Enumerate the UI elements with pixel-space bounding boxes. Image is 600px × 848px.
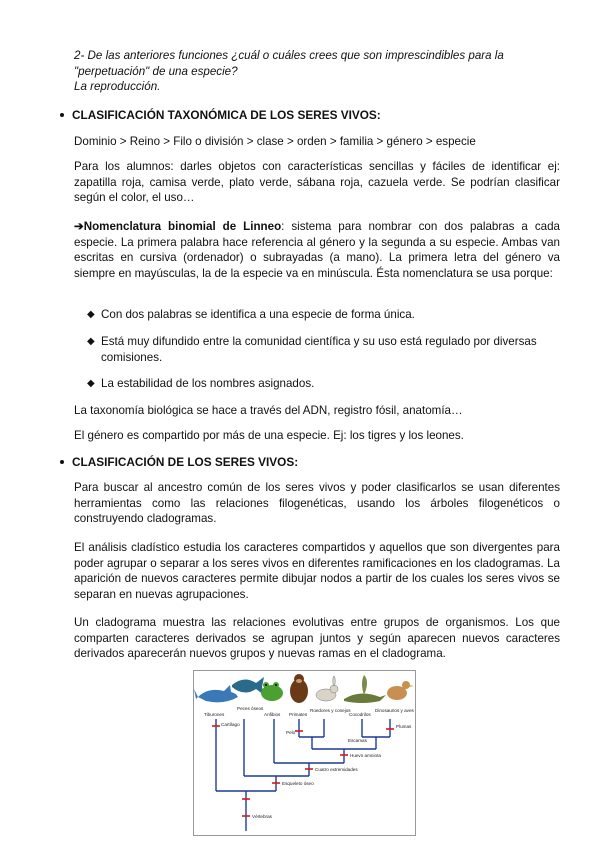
linneo-text: : sistema para nombrar con dos palabras a cada especie. La primera palabra hace referencia al género y la segunda a su especie. Ambas van escritas en cursiva (ordenador) o subrayadas (a mano). La primera letra del género va siempre en mayúsculas, la de la especie va en minúscula. Ésta nomenclatura se usa porque:	[74, 220, 560, 280]
cladogram-diagram	[194, 671, 415, 835]
taxon-label: Anfibios	[264, 712, 281, 717]
answer: La reproducción.	[74, 80, 161, 94]
trait-label: Escamas	[348, 738, 367, 743]
fish-illustration	[232, 677, 264, 695]
question-line-2: "perpetuación" de una especie?	[74, 64, 238, 78]
bullet-icon	[60, 113, 64, 117]
rodent-illustration	[316, 676, 338, 701]
taxon-label: Roedores y conejos	[310, 708, 351, 713]
taxonomy-basis: La taxonomía biológica se hace a través del ADN, registro fósil, anatomía…	[74, 404, 463, 417]
trait-label: Huevo amniota	[350, 753, 381, 758]
primate-illustration	[290, 674, 308, 703]
taxon-label: Peces óseos	[237, 706, 264, 711]
shark-illustration	[194, 685, 238, 702]
taxon-label: Primates	[289, 712, 308, 717]
section-heading-taxonomy	[60, 108, 381, 123]
frog-illustration	[261, 682, 283, 701]
taxon-label: Tiburones	[204, 712, 225, 717]
genus-example: El género es compartido por más de una especie. Ej: los tigres y los leones.	[74, 429, 464, 442]
section-heading-classification	[60, 455, 298, 470]
trait-label: Vértebras	[252, 814, 272, 819]
taxon-label: Cocodrilos	[349, 712, 371, 717]
phylogeny-paragraph: Para buscar al ancestro común de los seres vivos y poder clasificarlos se usan diferentes herramientas como las relaciones filogenéticas, usando los árboles filogenéticos o construyendo cladogramas.	[74, 481, 560, 526]
reason-item: Con dos palabras se identifica a una especie de forma única.	[101, 308, 415, 321]
trait-label: Esqueleto óseo	[282, 781, 314, 786]
diamond-bullet-icon: ◆	[87, 309, 95, 320]
arrow-icon: ➔	[74, 220, 84, 233]
trait-label: Pelo	[286, 730, 296, 735]
trait-label: Cuatro extremidades	[315, 767, 358, 772]
trait-label: Cartílago	[221, 722, 240, 727]
cladogram-figure	[193, 670, 416, 836]
diamond-bullet-icon: ◆	[87, 336, 95, 347]
students-paragraph: Para los alumnos: darles objetos con características sencillas y fáciles de identificar ej: zapatilla roja, camisa verde, plato verde, sábana roja, cazuela verde. Se podrían clasificar según el color, el uso…	[74, 160, 560, 205]
linneo-paragraph	[74, 219, 560, 281]
bird-illustration	[387, 681, 414, 700]
question-line-1: 2- De las anteriores funciones ¿cuál o cuáles crees que son imprescindibles para la	[74, 49, 504, 62]
question-2	[74, 48, 560, 95]
cladogram-paragraph: Un cladograma muestra las relaciones evolutivas entre grupos de organismos. Los que comparten caracteres derivados se agrupan juntos y según aparecen nuevos caracteres derivados aparecerán nuevos grupos y nuevas ramas en el cladograma.	[74, 616, 560, 661]
diamond-bullet-icon: ◆	[87, 378, 95, 389]
heading-text: CLASIFICACIÓN TAXONÓMICA DE LOS SERES VIVOS:	[72, 108, 381, 122]
crocodile-illustration	[344, 675, 386, 703]
cladistic-paragraph: El análisis cladístico estudia los caracteres compartidos y aquellos que son divergentes para poder agrupar o separar a los seres vivos en diferentes ramificaciones en los cladogramas. La aparición de nuevos caracteres permite dibujar nodos a partir de los cuales los seres vivos se separan en nuevas agrupaciones.	[74, 541, 560, 601]
heading-text: CLASIFICACIÓN DE LOS SERES VIVOS:	[72, 455, 299, 469]
reason-item: Está muy difundido entre la comunidad científica y su uso está regulado por diversas comisiones.	[101, 335, 537, 364]
taxon-label: Dinosaurios y aves	[375, 708, 414, 713]
reason-item: La estabilidad de los nombres asignados.	[101, 377, 315, 390]
linneo-term: Nomenclatura binomial de Linneo	[83, 220, 282, 233]
cladogram-branches	[216, 719, 390, 831]
bullet-icon	[60, 460, 64, 464]
trait-label: Plumas	[396, 724, 412, 729]
taxonomy-hierarchy: Dominio > Reino > Filo o división > clase > orden > familia > género > especie	[74, 135, 476, 148]
